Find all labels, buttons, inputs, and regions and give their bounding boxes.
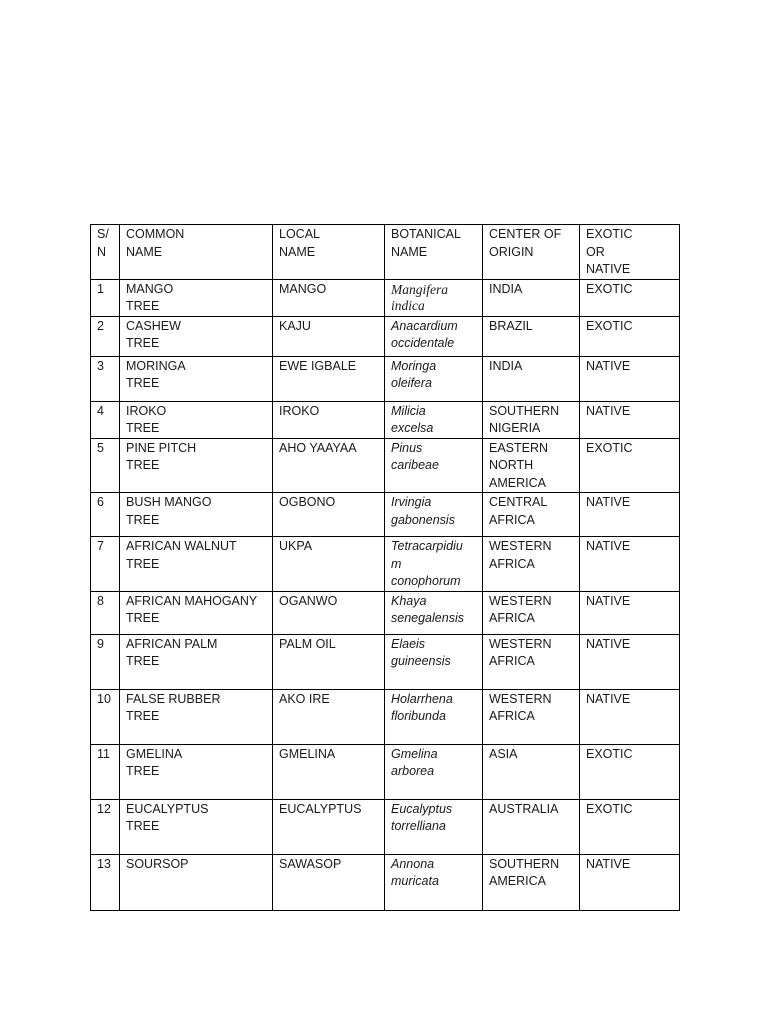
cell-center-of-origin: WESTERN AFRICA: [483, 537, 580, 592]
cell-sn: 11: [91, 744, 120, 799]
cell-local-name: EUCALYPTUS: [273, 799, 385, 854]
cell-center-of-origin: AUSTRALIA: [483, 799, 580, 854]
cell-sn: 12: [91, 799, 120, 854]
cell-local-name: MANGO: [273, 279, 385, 316]
cell-local-name: AHO YAAYAA: [273, 438, 385, 493]
cell-exotic-or-native: NATIVE: [580, 493, 680, 537]
cell-common-name: MORINGA TREE: [120, 356, 273, 401]
cell-center-of-origin: WESTERN AFRICA: [483, 591, 580, 634]
cell-exotic-or-native: EXOTIC: [580, 799, 680, 854]
cell-sn: 1: [91, 279, 120, 316]
table-row: [91, 689, 680, 744]
header-local-name: LOCAL NAME: [273, 225, 385, 280]
cell-botanical-name: Tetracarpidiu m conophorum: [385, 537, 483, 592]
cell-sn: 10: [91, 689, 120, 744]
cell-botanical-name: Pinus caribeae: [385, 438, 483, 493]
cell-botanical-name: Anacardium occidentale: [385, 316, 483, 356]
cell-center-of-origin: BRAZIL: [483, 316, 580, 356]
cell-sn: 6: [91, 493, 120, 537]
table-row: [91, 854, 680, 910]
cell-common-name: MANGO TREE: [120, 279, 273, 316]
cell-center-of-origin: CENTRAL AFRICA: [483, 493, 580, 537]
cell-common-name: AFRICAN WALNUT TREE: [120, 537, 273, 592]
table-row: [91, 279, 680, 316]
cell-exotic-or-native: NATIVE: [580, 591, 680, 634]
table-row: [91, 401, 680, 438]
cell-local-name: OGBONO: [273, 493, 385, 537]
cell-local-name: AKO IRE: [273, 689, 385, 744]
cell-botanical-name: Milicia excelsa: [385, 401, 483, 438]
cell-exotic-or-native: EXOTIC: [580, 316, 680, 356]
table-row: [91, 356, 680, 401]
cell-sn: 3: [91, 356, 120, 401]
cell-botanical-name: Gmelina arborea: [385, 744, 483, 799]
cell-local-name: OGANWO: [273, 591, 385, 634]
cell-exotic-or-native: EXOTIC: [580, 438, 680, 493]
cell-center-of-origin: SOUTHERN AMERICA: [483, 854, 580, 910]
cell-center-of-origin: INDIA: [483, 279, 580, 316]
cell-sn: 7: [91, 537, 120, 592]
table-row: [91, 634, 680, 689]
cell-botanical-name: Mangifera indica: [385, 279, 483, 316]
table-row: [91, 537, 680, 592]
tree-species-table: [90, 224, 680, 911]
cell-common-name: PINE PITCH TREE: [120, 438, 273, 493]
cell-common-name: SOURSOP: [120, 854, 273, 910]
cell-center-of-origin: WESTERN AFRICA: [483, 634, 580, 689]
table-row: [91, 591, 680, 634]
cell-common-name: BUSH MANGO TREE: [120, 493, 273, 537]
cell-sn: 2: [91, 316, 120, 356]
cell-common-name: CASHEW TREE: [120, 316, 273, 356]
header-exotic-or-native: EXOTIC OR NATIVE: [580, 225, 680, 280]
cell-sn: 8: [91, 591, 120, 634]
cell-local-name: KAJU: [273, 316, 385, 356]
cell-common-name: IROKO TREE: [120, 401, 273, 438]
table-row: [91, 438, 680, 493]
cell-sn: 4: [91, 401, 120, 438]
cell-botanical-name: Khaya senegalensis: [385, 591, 483, 634]
cell-sn: 9: [91, 634, 120, 689]
cell-local-name: EWE IGBALE: [273, 356, 385, 401]
cell-botanical-name: Elaeis guineensis: [385, 634, 483, 689]
cell-exotic-or-native: EXOTIC: [580, 744, 680, 799]
cell-sn: 5: [91, 438, 120, 493]
cell-center-of-origin: EASTERN NORTH AMERICA: [483, 438, 580, 493]
cell-common-name: FALSE RUBBER TREE: [120, 689, 273, 744]
cell-common-name: AFRICAN PALM TREE: [120, 634, 273, 689]
table-header-row: [91, 225, 680, 280]
cell-sn: 13: [91, 854, 120, 910]
cell-exotic-or-native: NATIVE: [580, 689, 680, 744]
cell-exotic-or-native: NATIVE: [580, 356, 680, 401]
table-row: [91, 493, 680, 537]
cell-local-name: GMELINA: [273, 744, 385, 799]
cell-botanical-name: Annona muricata: [385, 854, 483, 910]
cell-local-name: SAWASOP: [273, 854, 385, 910]
cell-exotic-or-native: NATIVE: [580, 854, 680, 910]
cell-center-of-origin: ASIA: [483, 744, 580, 799]
table-row: [91, 799, 680, 854]
cell-botanical-name: Eucalyptus torrelliana: [385, 799, 483, 854]
cell-exotic-or-native: EXOTIC: [580, 279, 680, 316]
cell-local-name: IROKO: [273, 401, 385, 438]
cell-center-of-origin: INDIA: [483, 356, 580, 401]
header-center-of-origin: CENTER OF ORIGIN: [483, 225, 580, 280]
cell-common-name: EUCALYPTUS TREE: [120, 799, 273, 854]
header-common-name: COMMON NAME: [120, 225, 273, 280]
cell-botanical-name: Irvingia gabonensis: [385, 493, 483, 537]
cell-local-name: UKPA: [273, 537, 385, 592]
header-botanical-name: BOTANICAL NAME: [385, 225, 483, 280]
header-sn: S/ N: [91, 225, 120, 280]
cell-common-name: GMELINA TREE: [120, 744, 273, 799]
table-row: [91, 316, 680, 356]
cell-botanical-name: Holarrhena floribunda: [385, 689, 483, 744]
cell-botanical-name: Moringa oleifera: [385, 356, 483, 401]
cell-exotic-or-native: NATIVE: [580, 401, 680, 438]
cell-exotic-or-native: NATIVE: [580, 537, 680, 592]
cell-center-of-origin: WESTERN AFRICA: [483, 689, 580, 744]
table-row: [91, 744, 680, 799]
cell-center-of-origin: SOUTHERN NIGERIA: [483, 401, 580, 438]
cell-common-name: AFRICAN MAHOGANY TREE: [120, 591, 273, 634]
cell-exotic-or-native: NATIVE: [580, 634, 680, 689]
cell-local-name: PALM OIL: [273, 634, 385, 689]
